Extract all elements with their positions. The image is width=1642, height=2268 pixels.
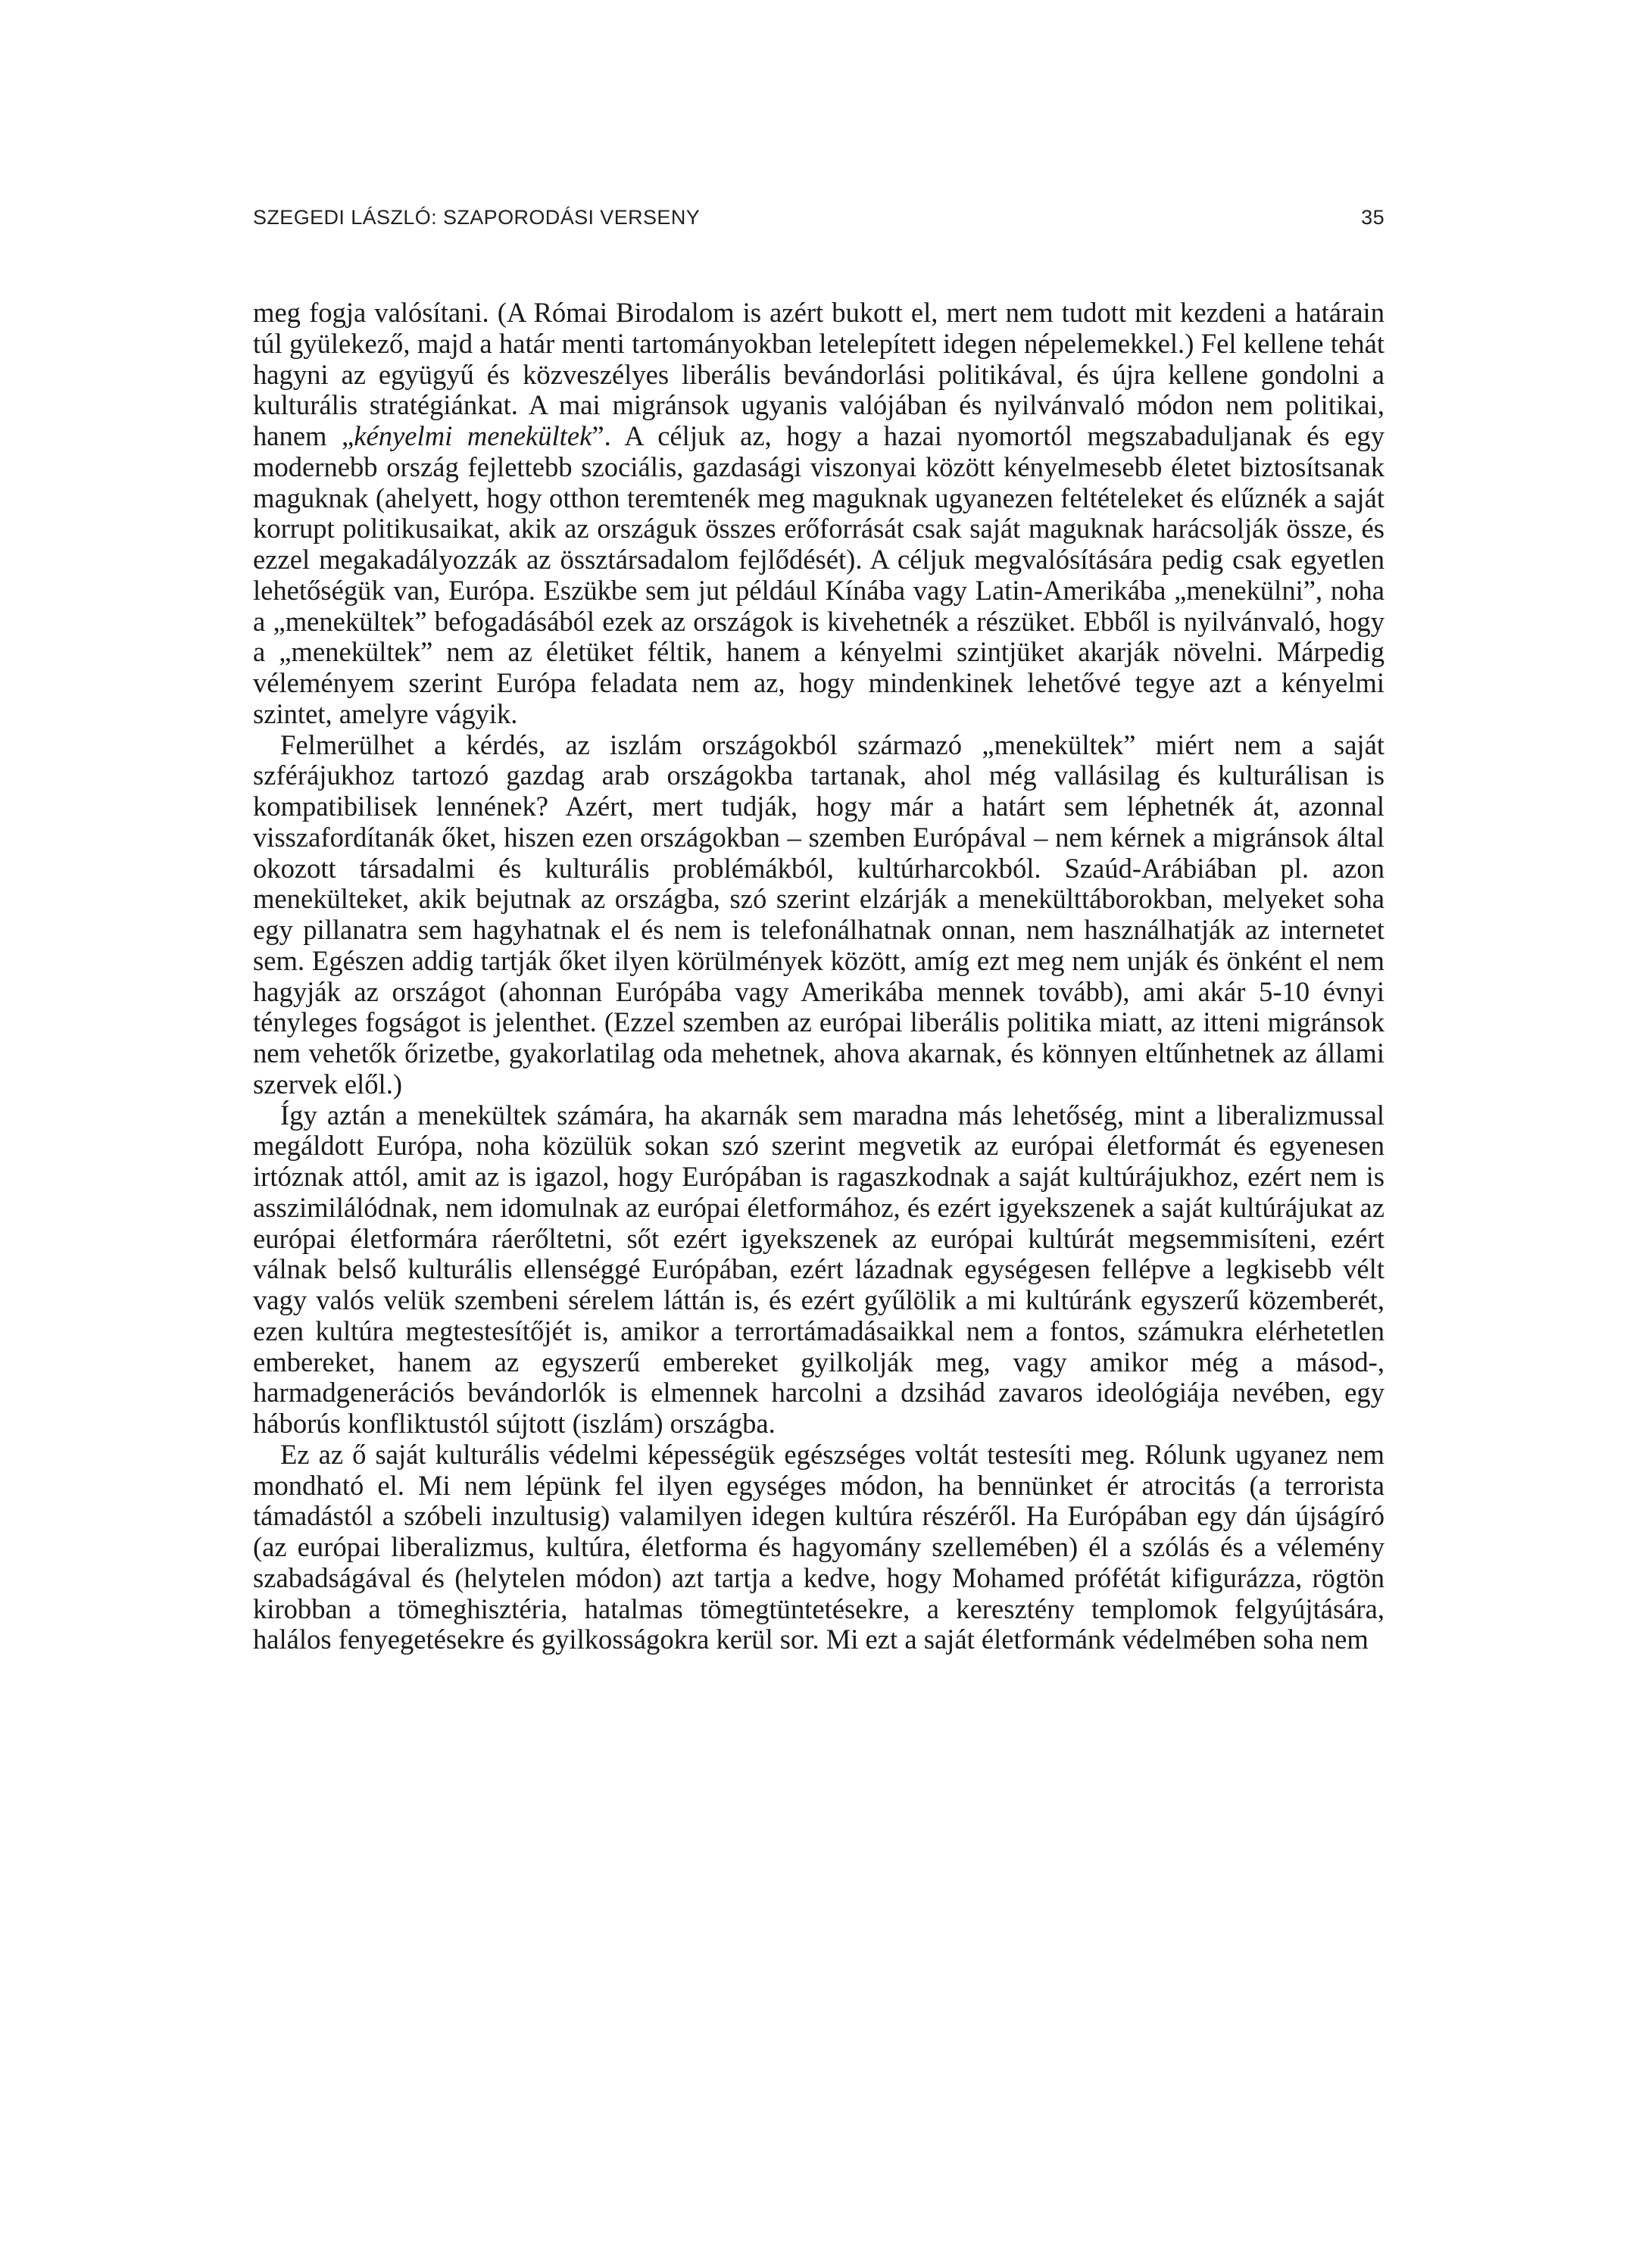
paragraph-1-text-b: ”. A céljuk az, hogy a hazai nyomortól megszabaduljanak és egy modernebb ország fejlettebb szociális, gazdasági viszonyai között kényelmesebb életet biztosítsanak maguknak (ahelyett, hogy otthon teremtenék meg maguknak ugyanezen feltételeket és elűznék a saját korrupt politikusaikat, akik az országuk összes erőforrását csak saját maguknak harácsolják össze, és ezzel megakadályozzák az össztársadalom fejlődését). A céljuk megvalósítására pedig csak egyetlen lehetőségük van, Európa. Eszükbe sem jut például Kínába vagy Latin-Amerikába „menekülni”, noha a „menekültek” befogadásából ezek az országok is kivehetnék a részüket. Ebből is nyilvánvaló, hogy a „menekültek” nem az életüket féltik, hanem a kényelmi szintjüket akarják növelni. Márpedig véleményem szerint Európa feladata nem az, hogy mindenkinek lehetővé tegye azt a kényelmi szintet, amelyre vágyik.: [253, 420, 1384, 729]
body-text: [253, 298, 1384, 1655]
italic-phrase: kényelmi menekültek: [354, 420, 592, 451]
paragraph-2: Felmerülhet a kérdés, az iszlám országokból származó „menekültek” miért nem a saját szférájukhoz tartozó gazdag arab országokba tartanak, ahol még vallásilag és kulturálisan is kompatibilisek lennének? Azért, mert tudják, hogy már a határt sem léphetnék át, azonnal visszafordítanák őket, hiszen ezen országokban – szemben Európával – nem kérnek a migránsok által okozott társadalmi és kulturális problémákból, kultúrharcokból. Szaúd-Arábiában pl. azon menekülteket, akik bejutnak az országba, szó szerint elzárják a menekülttáborokban, melyeket soha egy pillanatra sem hagyhatnak el és nem is telefonálhatnak onnan, nem használhatják az internetet sem. Egészen addig tartják őket ilyen körülmények között, amíg ezt meg nem unják és önként el nem hagyják az országot (ahonnan Európába vagy Amerikába mennek tovább), ami akár 5-10 évnyi tényleges fogságot is jelenthet. (Ezzel szemben az európai liberális politika miatt, az itteni migránsok nem vehetők őrizetbe, gyakorlatilag oda mehetnek, ahova akarnak, és könnyen eltűnhetnek az állami szervek elől.): [253, 728, 1384, 1100]
paragraph-3: Így aztán a menekültek számára, ha akarnák sem maradna más lehetőség, mint a liberalizmussal megáldott Európa, noha közülük sokan szó szerint megvetik az európai életformát és egyenesen irtóznak attól, amit az is igazol, hogy Európában is ragaszkodnak a saját kultúrájukhoz, ezért nem is asszimilálódnak, nem idomulnak az európai életformához, és ezért igyekszenek a saját kultúrájukat az európai életformára ráerőltetni, sőt ezért igyekszenek az európai kultúrát megsemmisíteni, ezért válnak belső kulturális ellenséggé Európában, ezért lázadnak egységesen fellépve a legkisebb vélt vagy valós velük szembeni sérelem láttán is, és ezért gyűlölik a mi kultúránk egyszerű közemberét, ezen kultúra megtestesítőjét is, amikor a terrortámadásaikkal nem a fontos, számukra elérhetetlen embereket, hanem az egyszerű embereket gyilkolják meg, vagy amikor még a másod-, harmadgenerációs bevándorlók is elmennek harcolni a dzsihád zavaros ideológiája nevében, egy háborús konfliktustól sújtott (iszlám) országba.: [253, 1099, 1384, 1439]
page-number: 35: [1361, 206, 1384, 229]
running-header: [253, 206, 1384, 236]
paragraph-4: Ez az ő saját kulturális védelmi képességük egészséges voltát testesíti meg. Rólunk ugyanez nem mondható el. Mi nem lépünk fel ilyen egységes módon, ha bennünket ér atrocitás (a terrorista támadástól a szóbeli inzultusig) valamilyen idegen kultúra részéről. Ha Európában egy dán újságíró (az európai liberalizmus, kultúra, életforma és hagyomány szellemében) él a szólás és a vélemény szabadságával és (helytelen módon) azt tartja a kedve, hogy Mohamed prófétát kifigurázza, rögtön kirobban a tömeghisztéria, hatalmas tömegtüntetésekre, a keresztény templomok felgyújtására, halálos fenyegetésekre és gyilkosságokra kerül sor. Mi ezt a saját életformánk védelmében soha nem: [253, 1438, 1384, 1655]
paragraph-1: [253, 298, 1384, 730]
paragraph-1-text-a: meg fogja valósítani. (A Római Birodalom is azért bukott el, mert nem tudott mit kezdeni a határain túl gyülekező, majd a határ menti tartományokban letelepített idegen népelemekkel.) Fel kellene tehát hagyni az együgyű és közveszélyes liberális bevándorlási politikával, és újra kellene gondolni a kulturális stratégiánkat. A mai migránsok ugyanis valójában és nyilvánvaló módon nem politikai, hanem „: [253, 297, 1384, 451]
running-title: SZEGEDI LÁSZLÓ: SZAPORODÁSI VERSENY: [253, 206, 701, 229]
